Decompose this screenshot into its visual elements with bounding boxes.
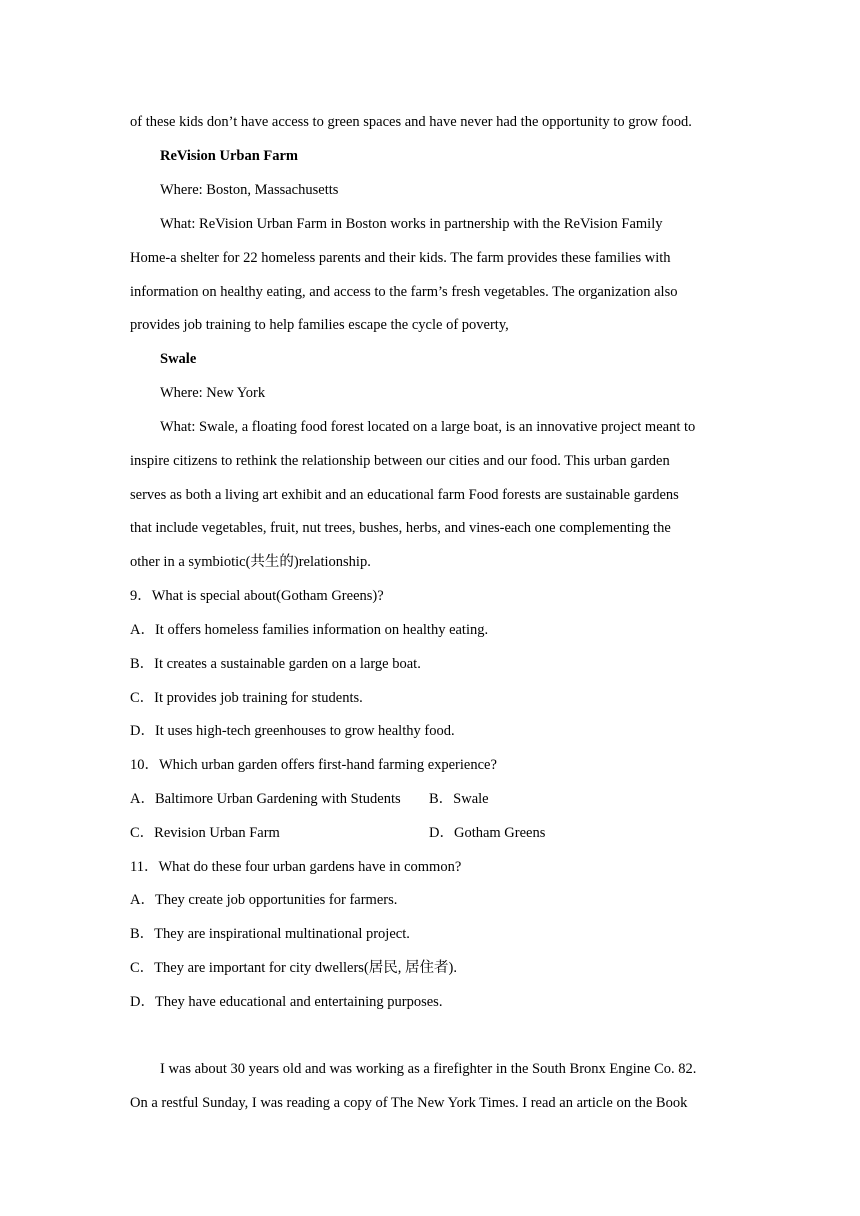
- swale-what-line: inspire citizens to rethink the relationship between our cities and our food. This urban garden: [130, 453, 670, 469]
- question-10-option-c: C．Revision Urban Farm: [130, 825, 280, 841]
- revision-heading: ReVision Urban Farm: [160, 148, 299, 164]
- question-11-option-c: C．They are important for city dwellers(居民, 居住者).: [130, 960, 457, 976]
- next-passage-line: On a restful Sunday, I was reading a copy of The New York Times. I read an article on the Book: [130, 1095, 688, 1111]
- next-passage-line: I was about 30 years old and was working as a firefighter in the South Bronx Engine Co. 82.: [160, 1061, 697, 1077]
- revision-what-line: provides job training to help families escape the cycle of poverty,: [130, 317, 509, 333]
- swale-what-line: What: Swale, a floating food forest located on a large boat, is an innovative project meant to: [160, 419, 696, 435]
- revision-where: Where: Boston, Massachusetts: [160, 182, 339, 198]
- question-9-option-b: B．It creates a sustainable garden on a large boat.: [130, 656, 421, 672]
- question-11-option-a: A．They create job opportunities for farmers.: [130, 892, 398, 908]
- question-10-option-d: D．Gotham Greens: [429, 825, 546, 841]
- revision-what-line: information on healthy eating, and access to the farm’s fresh vegetables. The organization also: [130, 284, 678, 300]
- question-9-option-c: C．It provides job training for students.: [130, 690, 363, 706]
- swale-what-line: that include vegetables, fruit, nut trees, bushes, herbs, and vines-each one complementing the: [130, 520, 671, 536]
- question-11-option-b: B．They are inspirational multinational project.: [130, 926, 410, 942]
- revision-what-line: What: ReVision Urban Farm in Boston works in partnership with the ReVision Family: [160, 216, 663, 232]
- passage-continuation-line: of these kids don’t have access to green spaces and have never had the opportunity to grow food.: [130, 114, 692, 130]
- question-10-option-a: A．Baltimore Urban Gardening with Students: [130, 791, 401, 807]
- question-9-option-a: A．It offers homeless families information on healthy eating.: [130, 622, 489, 638]
- question-10-stem: 10．Which urban garden offers first-hand farming experience?: [130, 757, 497, 773]
- question-10-option-b: B．Swale: [429, 791, 489, 807]
- swale-where: Where: New York: [160, 385, 266, 401]
- question-9-stem: 9．What is special about(Gotham Greens)?: [130, 588, 384, 604]
- question-11-option-d: D．They have educational and entertaining purposes.: [130, 994, 443, 1010]
- swale-what-line: other in a symbiotic(共生的)relationship.: [130, 554, 371, 570]
- question-9-option-d: D．It uses high-tech greenhouses to grow healthy food.: [130, 723, 455, 739]
- revision-what-line: Home-a shelter for 22 homeless parents and their kids. The farm provides these families with: [130, 250, 671, 266]
- swale-what-line: serves as both a living art exhibit and an educational farm Food forests are sustainable gardens: [130, 487, 679, 503]
- question-11-stem: 11．What do these four urban gardens have in common?: [130, 859, 462, 875]
- swale-heading: Swale: [160, 351, 197, 367]
